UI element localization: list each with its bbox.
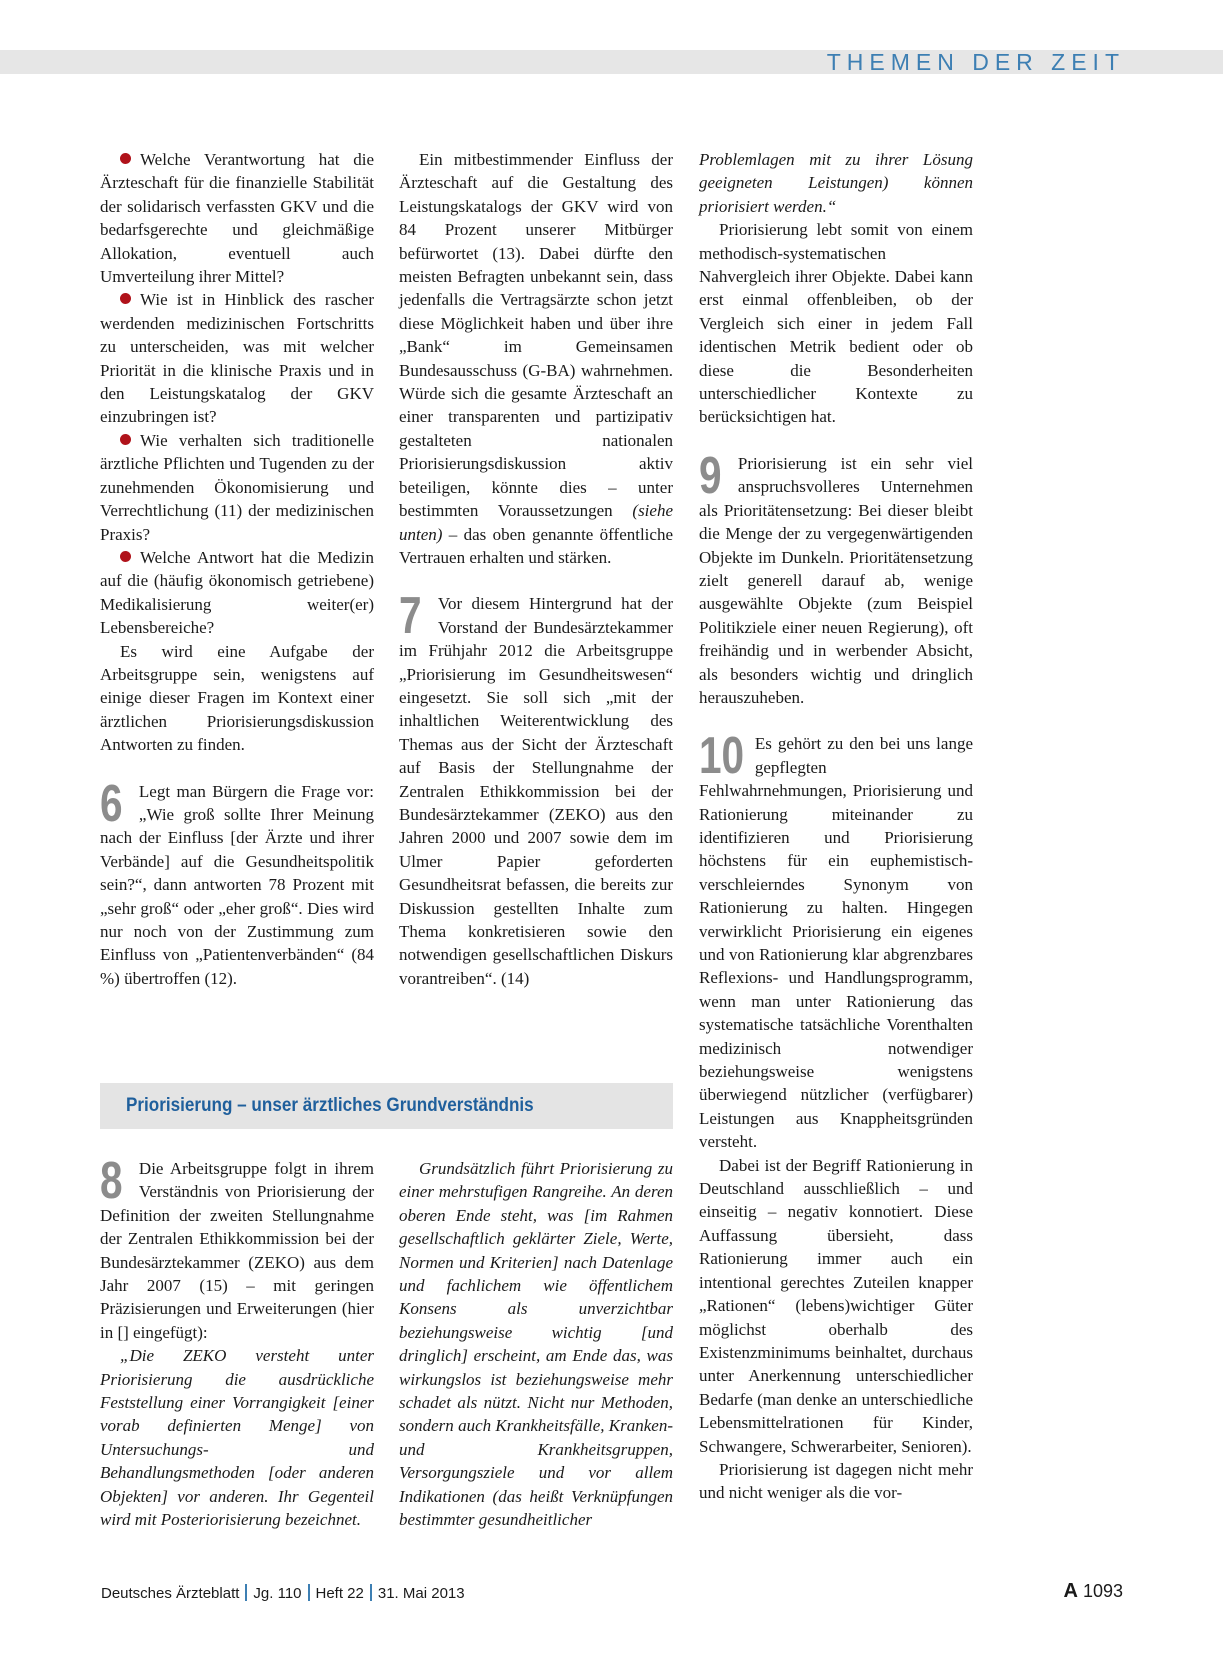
page-number: A 1093 bbox=[1063, 1580, 1123, 1602]
section-number: 8 bbox=[100, 1152, 123, 1210]
numbered-section-6 bbox=[100, 774, 374, 991]
column-1-lower bbox=[100, 1152, 374, 1532]
numbered-section-7 bbox=[399, 587, 673, 990]
section-heading-box bbox=[100, 1083, 673, 1129]
column-3 bbox=[699, 148, 973, 1505]
bullet-item: Wie ist in Hinblick des rascher werdenden medizinischen Fortschritts zu unterscheiden, was mit welcher Priorität in die klinische Praxis und in den Leistungskatalog der GKV einzubringen ist? bbox=[100, 290, 374, 427]
numbered-section-9 bbox=[699, 446, 973, 709]
footer-citation bbox=[101, 1584, 465, 1602]
paragraph: Legt man Bürgern die Frage vor: „Wie groß sollte Ihrer Meinung nach der Einfluss [der Ärzte und ihrer Verbände] auf die Gesundheitspolitik sein?“, dann antworten 78 Prozent mit „sehr groß“ oder „eher groß“. Dies wird nur noch von der Zustimmung zum Einfluss von „Patientenverbänden“ (84 %) übertroffen (12). bbox=[100, 781, 374, 988]
bullet-icon bbox=[120, 434, 131, 445]
column-1 bbox=[100, 148, 374, 990]
volume: Jg. 110 bbox=[253, 1585, 302, 1602]
paragraph: Priorisierung ist ein sehr viel anspruchsvolleres Unternehmen als Prioritätensetzung: Bei dieser bleibt die Menge der zu vergegenwärtigenden Objekte im Dunkeln. Prioritätensetzung zielt generell darauf ab, wenige ausgewählte Objekte (zum Beispiel Politikziele einer neuen Regierung), oft freihändig und in werbender Absicht, als besonders wichtig und dringlich herauszuheben. bbox=[699, 453, 973, 707]
quote: „Die ZEKO versteht unter Priorisierung die ausdrückliche Feststellung einer Vorrangigkeit [einer vorab definierten Menge] von Untersuchungs- und Behandlungsmethoden [oder anderen Objekten] vor anderen. Ihr Gegenteil wird mit Posteriorisierung bezeichnet. bbox=[100, 1346, 374, 1530]
paragraph: Vor diesem Hintergrund hat der Vorstand der Bundesärztekammer im Frühjahr 2012 die Arbeitsgruppe „Priorisierung im Gesundheitswesen“ eingesetzt. Sie soll sich „mit der inhaltlichen Weiterentwicklung des Themas aus der Sicht der Ärzteschaft auf Basis der Stellungnahme der Zentralen Ethikkommission bei der Bundesärztekammer (ZEKO) aus den Jahren 2000 und 2007 sowie dem im Ulmer Papier geforderten Gesundheitsrat befassen, die bereits zur Diskussion gestellten Inhalte zum Thema konkretisieren sowie den notwendigen gesellschaftlichen Diskurs vorantreiben“. (14) bbox=[399, 594, 673, 988]
paragraph: Priorisierung lebt somit von einem methodisch-systematischen Nahvergleich ihrer Objekte. Dabei kann erst einmal offenbleiben, ob der Vergleich sich einer in jedem Fall identischen Metrik bedient oder ob diese die Besonderheiten unterschiedlicher Kontexte zu berücksichtigen hat. bbox=[699, 220, 973, 427]
issue: Heft 22 bbox=[315, 1585, 364, 1602]
bullet-icon bbox=[120, 293, 131, 304]
paragraph: Es wird eine Aufgabe der Arbeitsgruppe sein, wenigstens auf einige dieser Fragen im Kontext einer ärztlichen Priorisierungsdiskussion Antworten zu finden. bbox=[100, 641, 374, 755]
column-2-lower bbox=[399, 1157, 673, 1532]
bullet-item: Welche Antwort hat die Medizin auf die (häufig ökonomisch getriebene) Medikalisierung weiter(er) Lebensbereiche? bbox=[100, 547, 374, 638]
numbered-section-8 bbox=[100, 1152, 374, 1344]
section-label: THEMEN DER ZEIT bbox=[826, 49, 1125, 75]
bullet-icon bbox=[120, 153, 131, 164]
section-heading: Priorisierung – unser ärztliches Grundverständnis bbox=[126, 1095, 534, 1116]
paragraph: Priorisierung ist dagegen nicht mehr und nicht weniger als die vor- bbox=[699, 1459, 973, 1503]
date: 31. Mai 2013 bbox=[377, 1585, 465, 1602]
bullet-icon bbox=[120, 551, 131, 562]
bullet-item: Wie verhalten sich traditionelle ärztliche Pflichten und Tugenden zu der zunehmenden Ökonomisierung und Verrechtlichung (11) der medizinischen Praxis? bbox=[100, 430, 374, 544]
section-number: 9 bbox=[699, 446, 722, 505]
section-number: 6 bbox=[100, 774, 123, 833]
quote: Grundsätzlich führt Priorisierung zu einer mehrstufigen Rangreihe. An deren oberen Ende steht, was [im Rahmen gesellschaftlich geklärter Ziele, Werte, Normen und Kriterien] nach Datenlage und fachlichem wie öffentlichem Konsens als unverzichtbar beziehungsweise wichtig [und dringlich] erscheint, am Ende das, was wirkungslos ist beziehungsweise mehr schadet als nützt. Nicht nur Methoden, sondern auch Krankheitsfälle, Kranken- und Krankheitsgruppen, Versorgungsziele und vor allem Indikationen (das heißt Verknüpfungen bestimmter gesundheitlicher bbox=[399, 1159, 673, 1530]
paragraph: Es gehört zu den bei uns lange gepflegten Fehlwahrnehmungen, Priorisierung und Rationierung miteinander zu identifizieren und Priorisierung höchstens für ein euphemistisch-verschleierndes Synonym von Rationierung zu halten. Hingegen verwirklicht Priorisierung ein eigenes und von Rationierung klar abgrenzbares Reflexions- und Handlungsprogramm, wenn man unter Rationierung das systematische tatsächliche Vorenthalten medizinisch notwendiger beziehungsweise wenigstens überwiegend nützlicher (verfügbarer) Leistungen aus Knappheitsgründen versteht. bbox=[699, 734, 973, 1152]
paragraph: Die Arbeitsgruppe folgt in ihrem Verständnis von Priorisierung der Definition der zweiten Stellungnahme der Zentralen Ethikkommission bei der Bundesärztekammer (ZEKO) aus dem Jahr 2007 (15) – mit geringen Präzisierungen und Erweiterungen (hier in [] eingefügt): bbox=[100, 1159, 374, 1342]
quote: Problemlagen mit zu ihrer Lösung geeigneten Leistungen) können priorisiert werden.“ bbox=[699, 150, 973, 216]
journal-name: Deutsches Ärzteblatt bbox=[101, 1585, 240, 1602]
paragraph: Dabei ist der Begriff Rationierung in Deutschland ausschließlich – und einseitig – negativ konnotiert. Diese Auffassung übersieht, dass Rationierung immer auch ein intentional gerechtes Zuteilen knapper „Rationen“ (lebens)wichtiger Güter möglichst oberhalb des Existenzminimums beinhaltet, durchaus unter Anerkennung unterschiedlicher Bedarfe (man denke an unterschiedliche Lebensmittelrationen für Kinder, Schwangere, Schwerarbeiter, Senioren). bbox=[699, 1155, 973, 1456]
paragraph: Ein mitbestimmender Einfluss der Ärzteschaft auf die Gestaltung des Leistungskatalogs der GKV wird von 84 Prozent unserer Mitbürger befürwortet (13). Dabei dürfte den meisten Befragten unbekannt sein, dass jedenfalls die Vertragsärzte schon jetzt diese Möglichkeit haben und über ihre „Bank“ im Gemeinsamen Bundesausschuss (G-BA) wahrnehmen. Würde sich die gesamte Ärzteschaft an einer transparenten und partizipativ gestalteten nationalen Priorisierungsdiskussion aktiv beteiligen, könnte dies – unter bestimmten Voraussetzungen (siehe unten) – das oben genannte öffentliche Vertrauen erhalten und stärken. bbox=[399, 150, 673, 567]
section-number: 10 bbox=[699, 727, 745, 786]
bullet-item: Welche Verantwortung hat die Ärzteschaft für die finanzielle Stabilität der solidarisch verfassten GKV und die bedarfsgerechte und gleichmäßige Allokation, eventuell auch Umverteilung ihrer Mittel? bbox=[100, 150, 374, 287]
section-number: 7 bbox=[399, 587, 422, 646]
column-2 bbox=[399, 148, 673, 990]
numbered-section-10 bbox=[699, 727, 973, 1153]
